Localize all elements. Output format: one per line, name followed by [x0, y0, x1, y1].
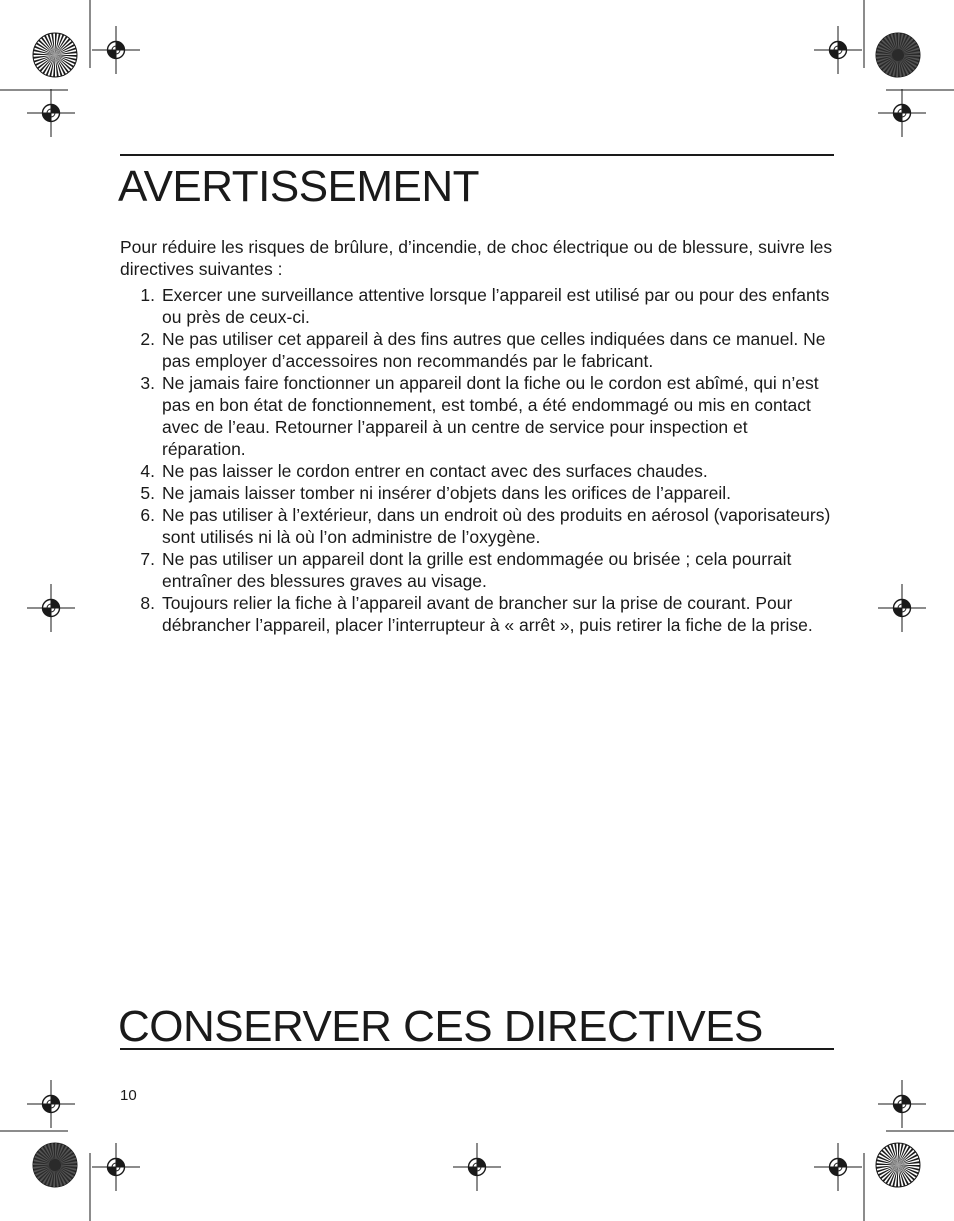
- list-item: [120, 548, 836, 592]
- bottom-rule: [120, 1048, 834, 1050]
- list-item-number: 6.: [140, 505, 155, 525]
- list-item: [120, 460, 836, 482]
- list-item: [120, 328, 836, 372]
- intro-paragraph: Pour réduire les risques de brûlure, d’incendie, de choc électrique ou de blessure, suivre les directives suivantes :: [120, 237, 833, 279]
- list-item-number: 1.: [140, 285, 155, 305]
- list-item-text: Ne pas utiliser un appareil dont la grille est endommagée ou brisée ; cela pourrait entraîner des blessures graves au visage.: [162, 549, 792, 591]
- top-rule: [120, 154, 834, 156]
- list-item-number: 4.: [140, 461, 155, 481]
- list-item: [120, 592, 836, 636]
- list-item: [120, 284, 836, 328]
- list-item-number: 3.: [140, 373, 155, 393]
- list-item-number: 2.: [140, 329, 155, 349]
- page-title: AVERTISSEMENT: [118, 162, 480, 211]
- list-item-number: 5.: [140, 483, 155, 503]
- list-item-text: Exercer une surveillance attentive lorsque l’appareil est utilisé par ou pour des enfants ou près de ceux-ci.: [162, 285, 830, 327]
- list-item-text: Ne pas utiliser cet appareil à des fins autres que celles indiquées dans ce manuel. Ne pas employer d’accessoires non recommandés par le fabricant.: [162, 329, 826, 371]
- closing-title: CONSERVER CES DIRECTIVES: [118, 1002, 763, 1051]
- list-item-text: Toujours relier la fiche à l’appareil avant de brancher sur la prise de courant. Pour débrancher l’appareil, placer l’interrupteur à « arrêt », puis retirer la fiche de la prise.: [162, 593, 813, 635]
- starburst-target-icon: [33, 33, 77, 77]
- list-item-text: Ne pas utiliser à l’extérieur, dans un endroit où des produits en aérosol (vaporisateurs) sont utilisés ni là où l’on administre de l’oxygène.: [162, 505, 831, 547]
- list-item-number: 7.: [140, 549, 155, 569]
- starburst-target-icon: [876, 33, 920, 77]
- page-number: 10: [120, 1087, 137, 1104]
- starburst-target-icon: [876, 1143, 920, 1187]
- list-item: [120, 504, 836, 548]
- list-item-text: Ne pas laisser le cordon entrer en contact avec des surfaces chaudes.: [162, 461, 708, 481]
- list-item: [120, 372, 836, 460]
- list-item-text: Ne jamais laisser tomber ni insérer d’objets dans les orifices de l’appareil.: [162, 483, 732, 503]
- list-item-number: 8.: [140, 593, 155, 613]
- instruction-list: [120, 284, 836, 636]
- list-item: [120, 482, 836, 504]
- list-item-text: Ne jamais faire fonctionner un appareil dont la fiche ou le cordon est abîmé, qui n’est pas en bon état de fonctionnement, est tombé, a été endommagé ou mis en contact avec de l’eau. Retourner l’appareil à un centre de service pour inspection et réparation.: [162, 373, 819, 459]
- starburst-target-icon: [33, 1143, 77, 1187]
